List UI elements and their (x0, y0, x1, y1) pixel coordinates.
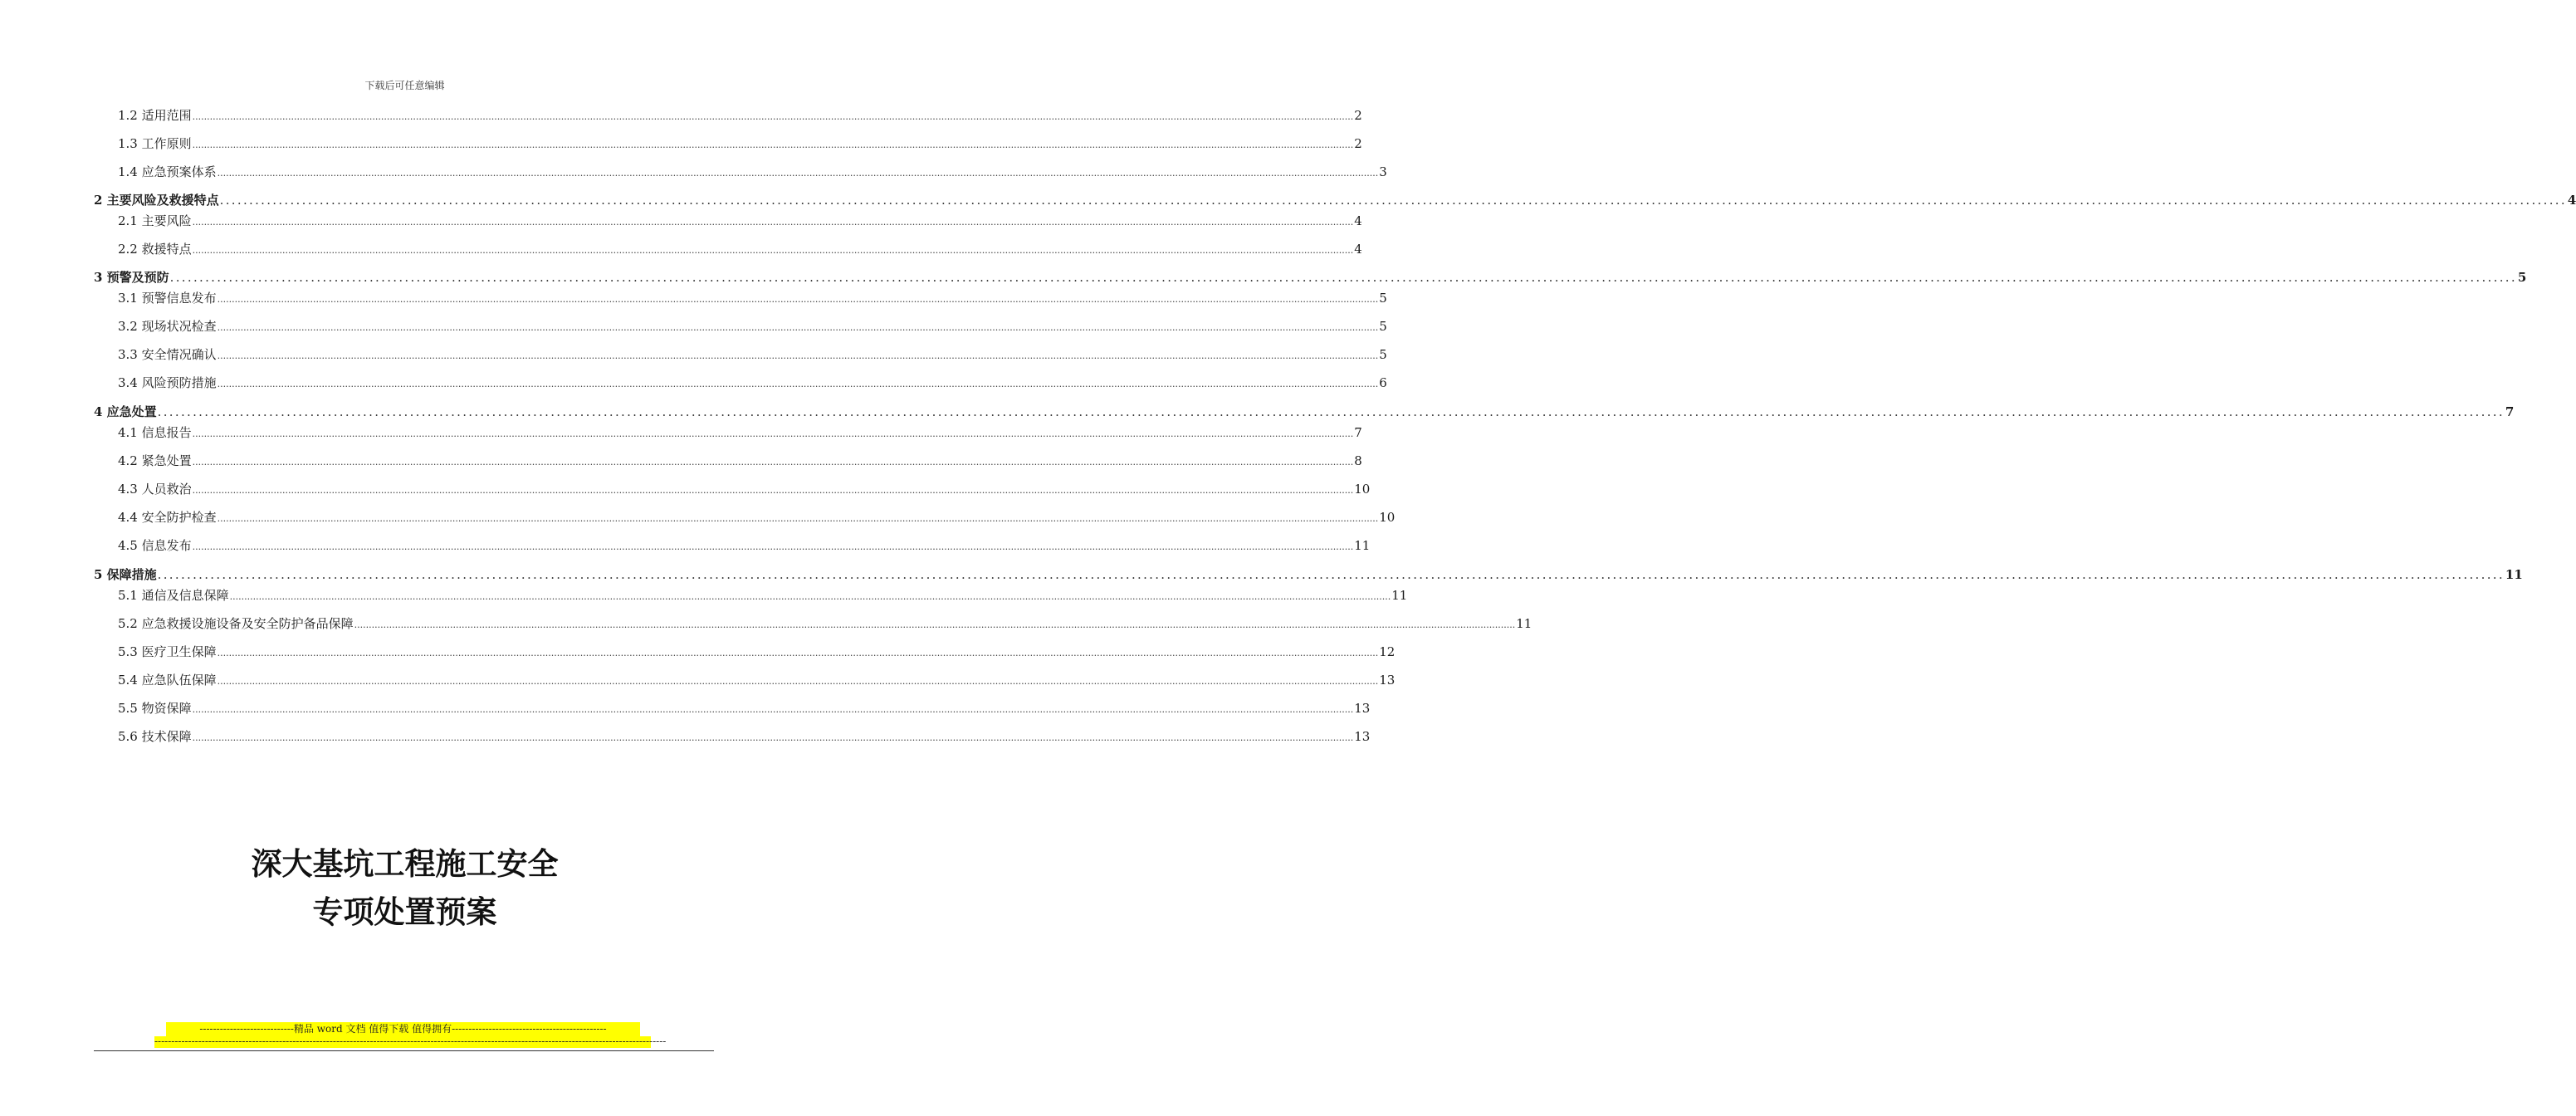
toc-entry-label: 1.2 适用范围 (118, 108, 192, 123)
toc-chapter-entry[interactable] (94, 268, 2527, 286)
toc-page-number: 8 (1354, 453, 1362, 468)
toc-dot-leader: ................................................................................................................................................................................................................................................................................................................................................................................................................ (217, 294, 1379, 305)
toc-page-number: 13 (1379, 673, 1396, 688)
toc-dot-leader: ................................................................................................................................................................................................................................................................................................................................................................................................................ (217, 676, 1379, 687)
toc-section-entry[interactable] (118, 671, 1396, 688)
toc-dot-leader: ................................................................................................................................................................................................................................................................................................................................................................................................................ (192, 140, 1354, 150)
document-title-line-2: 专项处置预案 (312, 894, 497, 930)
toc-section-entry[interactable] (118, 212, 1362, 229)
toc-entry-label: 3.2 现场状况检查 (118, 319, 217, 334)
toc-dot-leader: ................................................................................................................................................................................................................................................................................................................................................................................................................ (192, 245, 1354, 256)
toc-page-number: 5 (2517, 270, 2527, 285)
toc-entry-label: 2.2 救援特点 (118, 242, 192, 257)
toc-chapter-entry[interactable] (94, 565, 2523, 583)
footer-banner: ----------------------------精品 word 文档 值得下载 值得拥有---------------------------------------------- (166, 1022, 640, 1036)
toc-dot-leader: ................................................................................................................................................................................................................................................................................................................................................................................................................ (229, 591, 1391, 602)
toc-page-number: 11 (1516, 616, 1532, 631)
toc-dot-leader: ................................................................................................................................................................................................................................................................................................................................................................................................................ (192, 541, 1354, 552)
toc-section-entry[interactable] (118, 536, 1371, 554)
toc-page-number: 5 (1379, 291, 1387, 306)
toc-page-number: 4 (1354, 242, 1362, 257)
toc-page-number: 11 (1354, 538, 1371, 553)
toc-section-entry[interactable] (118, 452, 1362, 469)
toc-entry-label: 5.1 通信及信息保障 (118, 588, 229, 603)
toc-page-number: 3 (1379, 164, 1387, 179)
toc-dot-leader: ................................................................................................................................................................................................................................................................................................................................................................................................................ (192, 485, 1354, 496)
toc-section-entry[interactable] (118, 289, 1387, 306)
toc-entry-label: 4 应急处置 (94, 404, 157, 419)
toc-dot-leader: ................................................................................................................................................................................................................................................................................................................................................................................................................ (192, 111, 1354, 122)
toc-chapter-entry[interactable] (94, 403, 2515, 420)
toc-entry-label: 4.2 紧急处置 (118, 453, 192, 468)
toc-dot-leader: ................................................................................................................................................................................................................................................................................................................................................................................................................ (192, 457, 1354, 467)
footer-rule (94, 1050, 714, 1051)
toc-section-entry[interactable] (118, 135, 1362, 152)
toc-section-entry[interactable] (118, 106, 1362, 124)
toc-page-number: 5 (1379, 347, 1387, 362)
toc-section-entry[interactable] (118, 163, 1387, 180)
toc-entry-label: 5 保障措施 (94, 567, 157, 582)
toc-page-number: 2 (1354, 108, 1362, 123)
toc-dot-leader: ................................................................................................................................................................................................................................................................................................................................................................................................................ (157, 404, 2505, 419)
toc-section-entry[interactable] (118, 345, 1387, 363)
toc-page-number: 13 (1354, 729, 1371, 744)
toc-dot-leader: ................................................................................................................................................................................................................................................................................................................................................................................................................ (217, 322, 1379, 333)
toc-section-entry[interactable] (118, 240, 1362, 257)
toc-entry-label: 1.3 工作原则 (118, 136, 192, 151)
toc-section-entry[interactable] (118, 643, 1396, 660)
toc-entry-label: 5.3 医疗卫生保障 (118, 644, 217, 659)
toc-entry-label: 2 主要风险及救援特点 (94, 193, 219, 208)
toc-entry-label: 5.5 物资保障 (118, 701, 192, 716)
toc-section-entry[interactable] (118, 614, 1532, 632)
document-title-line-1: 深大基坑工程施工安全 (251, 846, 559, 882)
toc-entry-label: 1.4 应急预案体系 (118, 164, 217, 179)
toc-page-number: 7 (2505, 404, 2515, 419)
toc-page-number: 5 (1379, 319, 1387, 334)
toc-section-entry[interactable] (118, 586, 1408, 604)
toc-dot-leader: ................................................................................................................................................................................................................................................................................................................................................................................................................ (217, 350, 1379, 361)
toc-dot-leader: ................................................................................................................................................................................................................................................................................................................................................................................................................ (192, 732, 1354, 743)
toc-page-number: 4 (2567, 193, 2576, 208)
toc-entry-label: 4.3 人员救治 (118, 482, 192, 497)
toc-page-number: 4 (1354, 213, 1362, 228)
toc-section-entry[interactable] (118, 374, 1387, 391)
toc-page-number: 10 (1354, 482, 1371, 497)
toc-section-entry[interactable] (118, 480, 1371, 497)
toc-dot-leader: ................................................................................................................................................................................................................................................................................................................................................................................................................ (354, 619, 1516, 630)
toc-page-number: 10 (1379, 510, 1396, 525)
toc-dot-leader: ................................................................................................................................................................................................................................................................................................................................................................................................................ (157, 567, 2505, 582)
toc-entry-label: 3.4 风险预防措施 (118, 375, 217, 390)
toc-dot-leader: ................................................................................................................................................................................................................................................................................................................................................................................................................ (217, 379, 1379, 389)
toc-page-number: 12 (1379, 644, 1396, 659)
toc-entry-label: 5.6 技术保障 (118, 729, 192, 744)
toc-page-number: 11 (1391, 588, 1408, 603)
toc-entry-label: 4.4 安全防护检查 (118, 510, 217, 525)
toc-page-number: 13 (1354, 701, 1371, 716)
toc-dot-leader: ................................................................................................................................................................................................................................................................................................................................................................................................................ (217, 513, 1379, 524)
toc-entry-label: 5.2 应急救援设施设备及安全防护备品保障 (118, 616, 354, 631)
toc-entry-label: 4.5 信息发布 (118, 538, 192, 553)
toc-section-entry[interactable] (118, 699, 1371, 717)
toc-section-entry[interactable] (118, 317, 1387, 335)
toc-page-number: 11 (2505, 567, 2523, 582)
toc-dot-leader: ................................................................................................................................................................................................................................................................................................................................................................................................................ (217, 168, 1379, 179)
toc-dot-leader: ................................................................................................................................................................................................................................................................................................................................................................................................................ (169, 270, 2517, 285)
toc-entry-label: 3.3 安全情况确认 (118, 347, 217, 362)
toc-entry-label: 5.4 应急队伍保障 (118, 673, 217, 688)
toc-dot-leader: ................................................................................................................................................................................................................................................................................................................................................................................................................ (192, 217, 1354, 228)
toc-chapter-entry[interactable] (94, 191, 2576, 208)
toc-entry-label: 3.1 预警信息发布 (118, 291, 217, 306)
toc-entry-label: 4.1 信息报告 (118, 425, 192, 440)
toc-page-number: 2 (1354, 136, 1362, 151)
toc-dot-leader: ................................................................................................................................................................................................................................................................................................................................................................................................................ (192, 704, 1354, 715)
toc-entry-label: 3 预警及预防 (94, 270, 169, 285)
toc-dot-leader: ................................................................................................................................................................................................................................................................................................................................................................................................................ (192, 428, 1354, 439)
toc-page-number: 7 (1354, 425, 1362, 440)
toc-section-entry[interactable] (118, 727, 1371, 745)
footer-dash-line: -------------------------------------------------------------------------------------------------------------------------------------------------------- (154, 1035, 667, 1047)
toc-section-entry[interactable] (118, 423, 1362, 441)
toc-page-number: 6 (1379, 375, 1387, 390)
page-header: 下载后可任意编辑 (364, 80, 445, 91)
toc-dot-leader: ................................................................................................................................................................................................................................................................................................................................................................................................................ (217, 648, 1379, 658)
toc-section-entry[interactable] (118, 508, 1396, 526)
toc-entry-label: 2.1 主要风险 (118, 213, 192, 228)
toc-dot-leader: ................................................................................................................................................................................................................................................................................................................................................................................................................ (219, 193, 2567, 208)
